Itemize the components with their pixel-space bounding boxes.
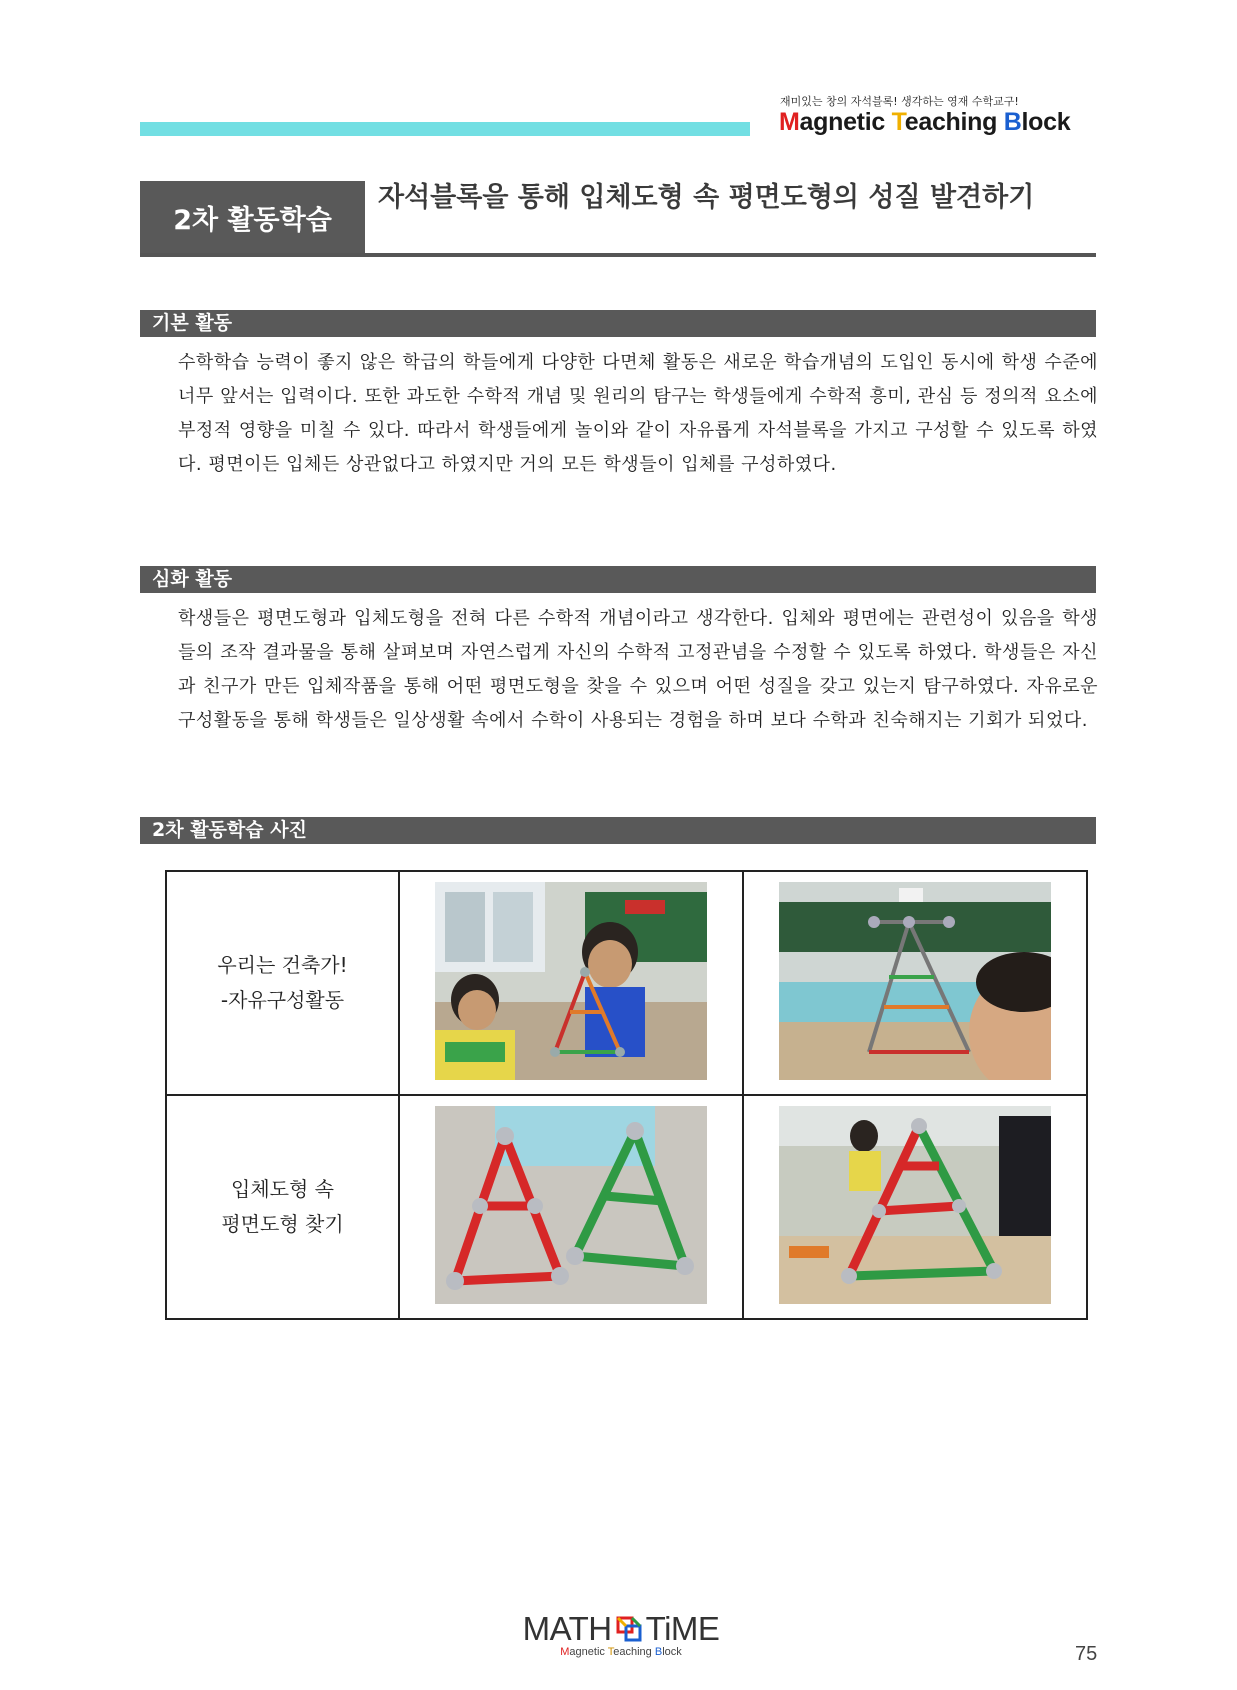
footer-sub-t: T — [607, 1646, 614, 1658]
tower-photo — [779, 882, 1051, 1080]
photo-cell — [399, 871, 743, 1095]
footer-logo-left: MATH — [522, 1610, 612, 1647]
caption-line: 평면도형 찾기 — [221, 1212, 344, 1236]
header-tagline: 재미있는 창의 자석블록! 생각하는 영재 수학교구! — [780, 95, 1019, 108]
brand-m: M — [779, 108, 800, 136]
brand-t-rest: eaching — [904, 108, 1004, 136]
photo-row — [166, 1095, 1087, 1319]
photo-caption — [166, 1095, 399, 1319]
section-heading-basic: 기본 활동 — [140, 310, 1096, 337]
photo-caption — [166, 871, 399, 1095]
brand-b: B — [1003, 108, 1022, 136]
caption-line: 입체도형 속 — [231, 1177, 334, 1201]
section-text-advanced: 학생들은 평면도형과 입체도형을 전혀 다른 수학적 개념이라고 생각한다. 입체와 평면에는 관련성이 있음을 학생들의 조작 결과물을 통해 살펴보며 자연스럽게 자신의 수학적 고정관념을 수정할 수 있도록 하였다. 학생들은 자신과 친구가 만든 입체작품을 통해 어떤 평면도형을 찾을 수 있으며 어떤 성질을 갖고 있는지 탐구하였다. 자유로운 구성활동을 통해 학생들은 일상생활 속에서 수학이 사용되는 경험을 하며 보다 수학과 친숙해지는 기회가 되었다. — [178, 608, 1098, 731]
photo-cell — [743, 1095, 1087, 1319]
footer-sub-b-rest: lock — [662, 1646, 682, 1658]
photo-row — [166, 871, 1087, 1095]
caption-line: -자유구성활동 — [220, 988, 345, 1012]
footer-sub-t-rest: eaching — [613, 1646, 655, 1658]
section-text-basic: 수학학습 능력이 좋지 않은 학급의 학들에게 다양한 다면체 활동은 새로운 학습개념의 도입인 동시에 학생 수준에 너무 앞서는 입력이다. 또한 과도한 수학적 개념 및 원리의 탐구는 학생들에게 수학적 흥미, 관심 등 정의적 요소에 부정적 영향을 미칠 수 있다. 따라서 학생들에게 놀이와 같이 자유롭게 자석블록을 가지고 구성할 수 있도록 하였다. 평면이든 입체든 상관없다고 하였지만 거의 모든 학생들이 입체를 구성하였다. — [178, 352, 1098, 475]
section-heading-advanced: 심화 활동 — [140, 566, 1096, 593]
brand-b-rest: lock — [1021, 108, 1071, 136]
footer-logo-right: TiME — [645, 1610, 720, 1647]
cube-icon — [614, 1614, 644, 1644]
footer-sub-b: B — [654, 1646, 663, 1658]
photo-table — [165, 870, 1088, 1320]
footer-logo — [516, 1610, 726, 1658]
brand-m-rest: agnetic — [799, 108, 892, 136]
chapter-label: 2차 활동학습 — [140, 181, 365, 254]
section-heading-photos: 2차 활동학습 사진 — [140, 817, 1096, 844]
header-accent-bar — [140, 122, 750, 136]
red-green-pyramids-photo — [435, 1106, 707, 1304]
brand-t: T — [891, 108, 905, 136]
photo-cell — [743, 871, 1087, 1095]
chapter-underline — [140, 253, 1096, 257]
caption-line: 우리는 건축가! — [217, 953, 348, 977]
students-pyramid-photo — [779, 1106, 1051, 1304]
footer-sub-m-rest: agnetic — [569, 1646, 608, 1658]
brand-logo-text — [779, 108, 1070, 137]
page-number: 75 — [1075, 1643, 1098, 1665]
photo-cell — [399, 1095, 743, 1319]
classroom-photo — [435, 882, 707, 1080]
footer-sub-m: M — [560, 1646, 570, 1658]
chapter-title: 자석블록을 통해 입체도형 속 평면도형의 성질 발견하기 — [378, 182, 1035, 213]
